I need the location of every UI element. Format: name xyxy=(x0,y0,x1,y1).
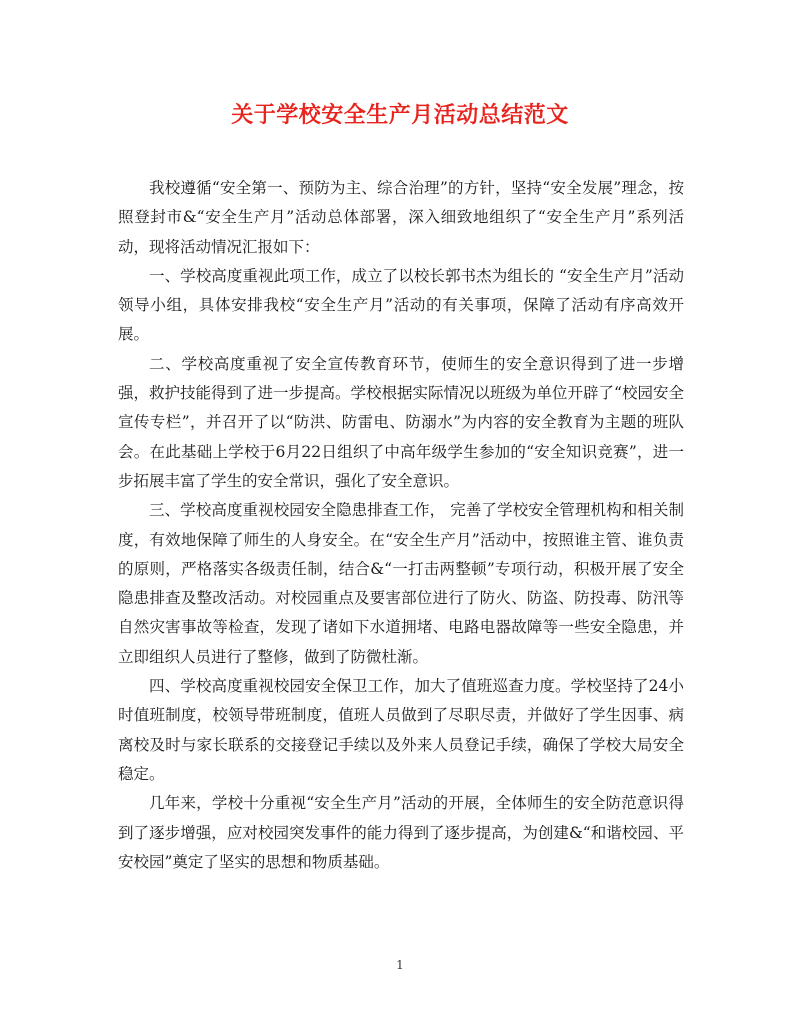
document-title: 关于学校安全生产月活动总结范文 xyxy=(231,102,569,128)
page-number: 1 xyxy=(396,958,404,972)
conclusion-paragraph: 几年来，学校十分重视“安全生产月”活动的开展，全体师生的安全防范意识得到了逐步增强，应对校园突发事件的能力得到了逐步提高，为创建&“和谐校园、平安校园”奠定了坚实的思想和物质基础。 xyxy=(118,794,684,871)
intro-paragraph: 我校遵循“安全第一、预防为主、综合治理”的方针，坚持“安全发展”理念，按照登封市&“安全生产月”活动总体部署，深入细致地组织了“安全生产月”系列活动，现将活动情况汇报如下： xyxy=(118,179,684,256)
section-one-paragraph: 一、学校高度重视此项工作，成立了以校长郭书杰为组长的 “安全生产月”活动领导小组，具体安排我校“安全生产月”活动的有关事项，保障了活动有序高效开展。 xyxy=(118,266,684,344)
section-two-paragraph: 二、学校高度重视了安全宣传教育环节，使师生的安全意识得到了进一步增强，救护技能得到了进一步提高。学校根据实际情况以班级为单位开辟了“校园安全宣传专栏”，并召开了以“防洪、防雷电、防溺水”为内容的安全教育为主题的班队会。在此基础上学校于6月22日组织了中高年级学生参加的“安全知识竞赛”，进一步拓展丰富了学生的安全常识，强化了安全意识。 xyxy=(118,354,684,490)
section-three-paragraph: 三、学校高度重视校园安全隐患排查工作， 完善了学校安全管理机构和相关制度，有效地保障了师生的人身安全。在“安全生产月”活动中，按照谁主管、谁负责的原则，严格落实各级责任制，结合&“一打击两整顿”专项行动，积极开展了安全隐患排查及整改活动。对校园重点及要害部位进行了防火、防盗、防投毒、防汛等自然灾害事故等检查，发现了诸如下水道拥堵、电路电器故障等一些安全隐患，并立即组织人员进行了整修，做到了防微杜渐。 xyxy=(118,501,684,666)
document-body xyxy=(118,174,684,877)
section-four-paragraph: 四、学校高度重视校园安全保卫工作，加大了值班巡查力度。学校坚持了24小时值班制度，校领导带班制度，值班人员做到了尽职尽责，并做好了学生因事、病离校及时与家长联系的交接登记手续以及外来人员登记手续，确保了学校大局安全稳定。 xyxy=(118,677,684,783)
